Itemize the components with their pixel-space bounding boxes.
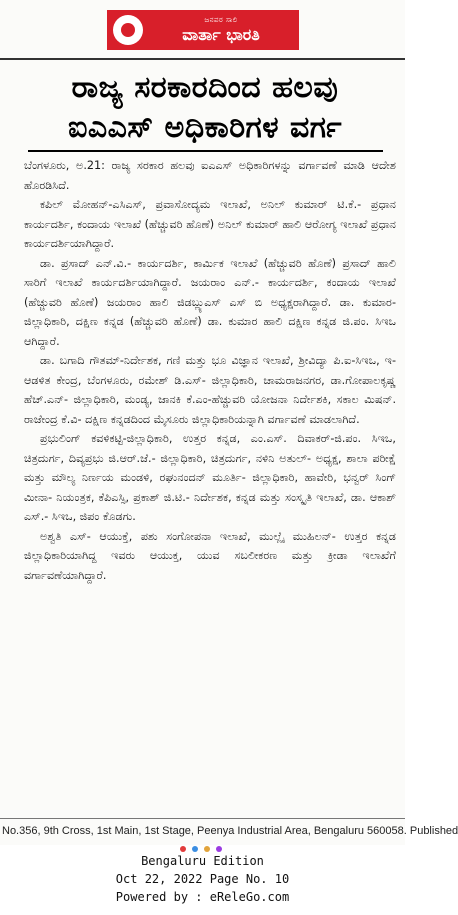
headline-line-2: ಐಎಎಸ್ ಅಧಿಕಾರಿಗಳ ವರ್ಗ [67, 110, 343, 145]
article-paragraph: ಬೆಂಗಳೂರು, ಅ.21: ರಾಜ್ಯ ಸರಕಾರ ಹಲವು ಐಎಎಸ್ ಅಧಿಕಾರಿಗಳನ್ನು ವರ್ಗಾವಣೆ ಮಾಡಿ ಆದೇಶ ಹೊರಡಿಸಿದೆ. [24, 159, 396, 192]
article-paragraph: ಡಾ. ಪ್ರಸಾದ್ ಎನ್.ವಿ.- ಕಾರ್ಯದರ್ಶಿ, ಕಾರ್ಮಿಕ ಇಲಾಖೆ (ಹೆಚ್ಚುವರಿ ಹೊಣೆ) ಪ್ರಸಾದ್ ಹಾಲಿ ಸಾರಿಗೆ ಇಲಾಖೆ ಕಾರ್ಯದರ್ಶಿಯಾಗಿದ್ದಾರೆ. ಜಯರಾಂ ಎನ್.- ಕಾರ್ಯದರ್ಶಿ, ಕಂದಾಯ ಇಲಾಖೆ (ಹೆಚ್ಚುವರಿ ಹೊಣೆ) ಜಯರಾಂ ಹಾಲಿ ಜಿಡಬ್ಲ್ಯುಎಸ್ ಎಸ್ ಬಿ ಅಧ್ಯಕ್ಷರಾಗಿದ್ದಾರೆ. ಡಾ. ಕುಮಾರ- ಜಿಲ್ಲಾಧಿಕಾರಿ, ದಕ್ಷಿಣ ಕನ್ನಡ (ಹೆಚ್ಚುವರಿ ಹೊಣೆ) ಡಾ. ಕುಮಾರ ಹಾಲಿ ದಕ್ಷಿಣ ಕನ್ನಡ ಜಿ.ಪಂ. ಸಿಇಒ ಆಗಿದ್ದಾರೆ. [24, 256, 396, 348]
edition-name: Bengaluru Edition [141, 854, 264, 868]
masthead-tagline: ಜನಪರ ಸಾಲಿ [204, 15, 238, 24]
edition-info [0, 852, 405, 906]
article-paragraph: ಅಶ್ವತಿ ಎಸ್- ಆಯುಕ್ತೆ, ಪಶು ಸಂಗೋಪನಾ ಇಲಾಖೆ, ಮುಲ್ಲೈ ಮುಹಿಲನ್- ಉತ್ತರ ಕನ್ನಡ ಜಿಲ್ಲಾಧಿಕಾರಿಯಾಗಿದ್ದ ಇವರು ಆಯುಕ್ತ, ಯುವ ಸಬಲೀಕರಣ ಮತ್ತು ಕ್ರೀಡಾ ಇಲಾಖೆಗೆ ವರ್ಗಾವಣೆಯಾಗಿದ್ದಾರೆ. [24, 529, 396, 582]
edition-date-page: Oct 22, 2022 Page No. 10 [115, 872, 290, 886]
article-headline [30, 68, 380, 148]
publisher-address: No.356, 9th Cross, 1st Main, 1st Stage, Peenya Industrial Area, Bengaluru 560058. Published [2, 825, 458, 837]
logo-emblem-icon [113, 15, 143, 45]
masthead-logo [107, 10, 299, 50]
masthead-title: ವಾರ್ತಾ ಭಾರತಿ [182, 24, 260, 44]
article-paragraph: ಡಾ. ಬಗಾದಿ ಗೌತಮ್-ನಿರ್ದೇಶಕ, ಗಣಿ ಮತ್ತು ಭೂ ವಿಜ್ಞಾನ ಇಲಾಖೆ, ಶ್ರೀವಿದ್ಯಾ ಪಿ.ಐ-ಸಿಇಒ, ಇ-ಆಡಳಿತ ಕೇಂದ್ರ, ಬೆಂಗಳೂರು, ರಮೇಶ್ ಡಿ.ಎಸ್- ಜಿಲ್ಲಾಧಿಕಾರಿ, ಚಾಮರಾಜನಗರ, ಡಾ.ಗೋಪಾಲಕೃಷ್ಣ ಹೆಚ್.ಎನ್- ಜಿಲ್ಲಾಧಿಕಾರಿ, ಮಂಡ್ಯ, ಜಾನಕಿ ಕೆ.ಎಂ-ಹೆಚ್ಚುವರಿ ಯೋಜನಾ ನಿರ್ದೇಶಕಿ, ಸಕಾಲ ಮಿಷನ್. ರಾಜೇಂದ್ರ ಕೆ.ವಿ- ದಕ್ಷಿಣ ಕನ್ನಡದಿಂದ ಮೈಸೂರು ಜಿಲ್ಲಾಧಿಕಾರಿಯನ್ನಾಗಿ ವರ್ಗಾವಣೆ ಮಾಡಲಾಗಿದೆ. [24, 354, 396, 426]
article-body [24, 156, 396, 585]
headline-rule [28, 150, 383, 152]
article-paragraph: ಕಪಿಲ್ ಮೋಹನ್-ಎಸಿಎಸ್, ಪ್ರವಾಸೋದ್ಯಮ ಇಲಾಖೆ, ಅನಿಲ್ ಕುಮಾರ್ ಟಿ.ಕೆ.- ಪ್ರಧಾನ ಕಾರ್ಯದರ್ಶಿ, ಕಂದಾಯ ಇಲಾಖೆ (ಹೆಚ್ಚುವರಿ ಹೊಣೆ) ಅನಿಲ್ ಕುಮಾರ್ ಹಾಲಿ ಆರೋಗ್ಯ ಇಲಾಖೆ ಪ್ರಧಾನ ಕಾರ್ಯದರ್ಶಿಯಾಗಿದ್ದಾರೆ. [24, 198, 396, 250]
footer-divider [0, 818, 405, 819]
powered-by[interactable]: Powered by : eReleGo.com [115, 890, 290, 904]
article-paragraph: ಪ್ರಭುಲಿಂಗ್ ಕವಳಿಕಟ್ಟಿ-ಜಿಲ್ಲಾಧಿಕಾರಿ, ಉತ್ತರ ಕನ್ನಡ, ಎಂ.ಎಸ್. ದಿವಾಕರ್-ಜಿ.ಪಂ. ಸಿಇಒ, ಚಿತ್ರದುರ್ಗ, ದಿವ್ಯಪ್ರಭು ಜಿ.ಆರ್.ಜೆ.- ಜಿಲ್ಲಾಧಿಕಾರಿ, ಚಿತ್ರದುರ್ಗ, ನಳಿನಿ ಅತುಲ್- ಅಧ್ಯಕ್ಷ, ಶಾಲಾ ಪರೀಕ್ಷೆ ಮತ್ತು ಮೌಲ್ಯ ನಿರ್ಣಯ ಮಂಡಳಿ, ರಘುನಂದನ್ ಮೂರ್ತಿ- ಜಿಲ್ಲಾಧಿಕಾರಿ, ಹಾವೇರಿ, ಭನ್ವರ್ ಸಿಂಗ್ ಮೀನಾ- ನಿಯಂತ್ರಕ, ಕೆಪಿಎಸ್ಸಿ, ಪ್ರಕಾಶ್ ಜಿ.ಟಿ.- ನಿರ್ದೇಶಕ, ಕನ್ನಡ ಮತ್ತು ಸಂಸ್ಕೃತಿ ಇಲಾಖೆ, ಡಾ. ಆಕಾಶ್ ಎಸ್.- ಸಿಇಒ, ಜಿಪಂ ಕೊಡಗು. [24, 432, 396, 523]
top-rule [0, 58, 405, 60]
headline-line-1: ರಾಜ್ಯ ಸರಕಾರದಿಂದ ಹಲವು [71, 70, 339, 105]
